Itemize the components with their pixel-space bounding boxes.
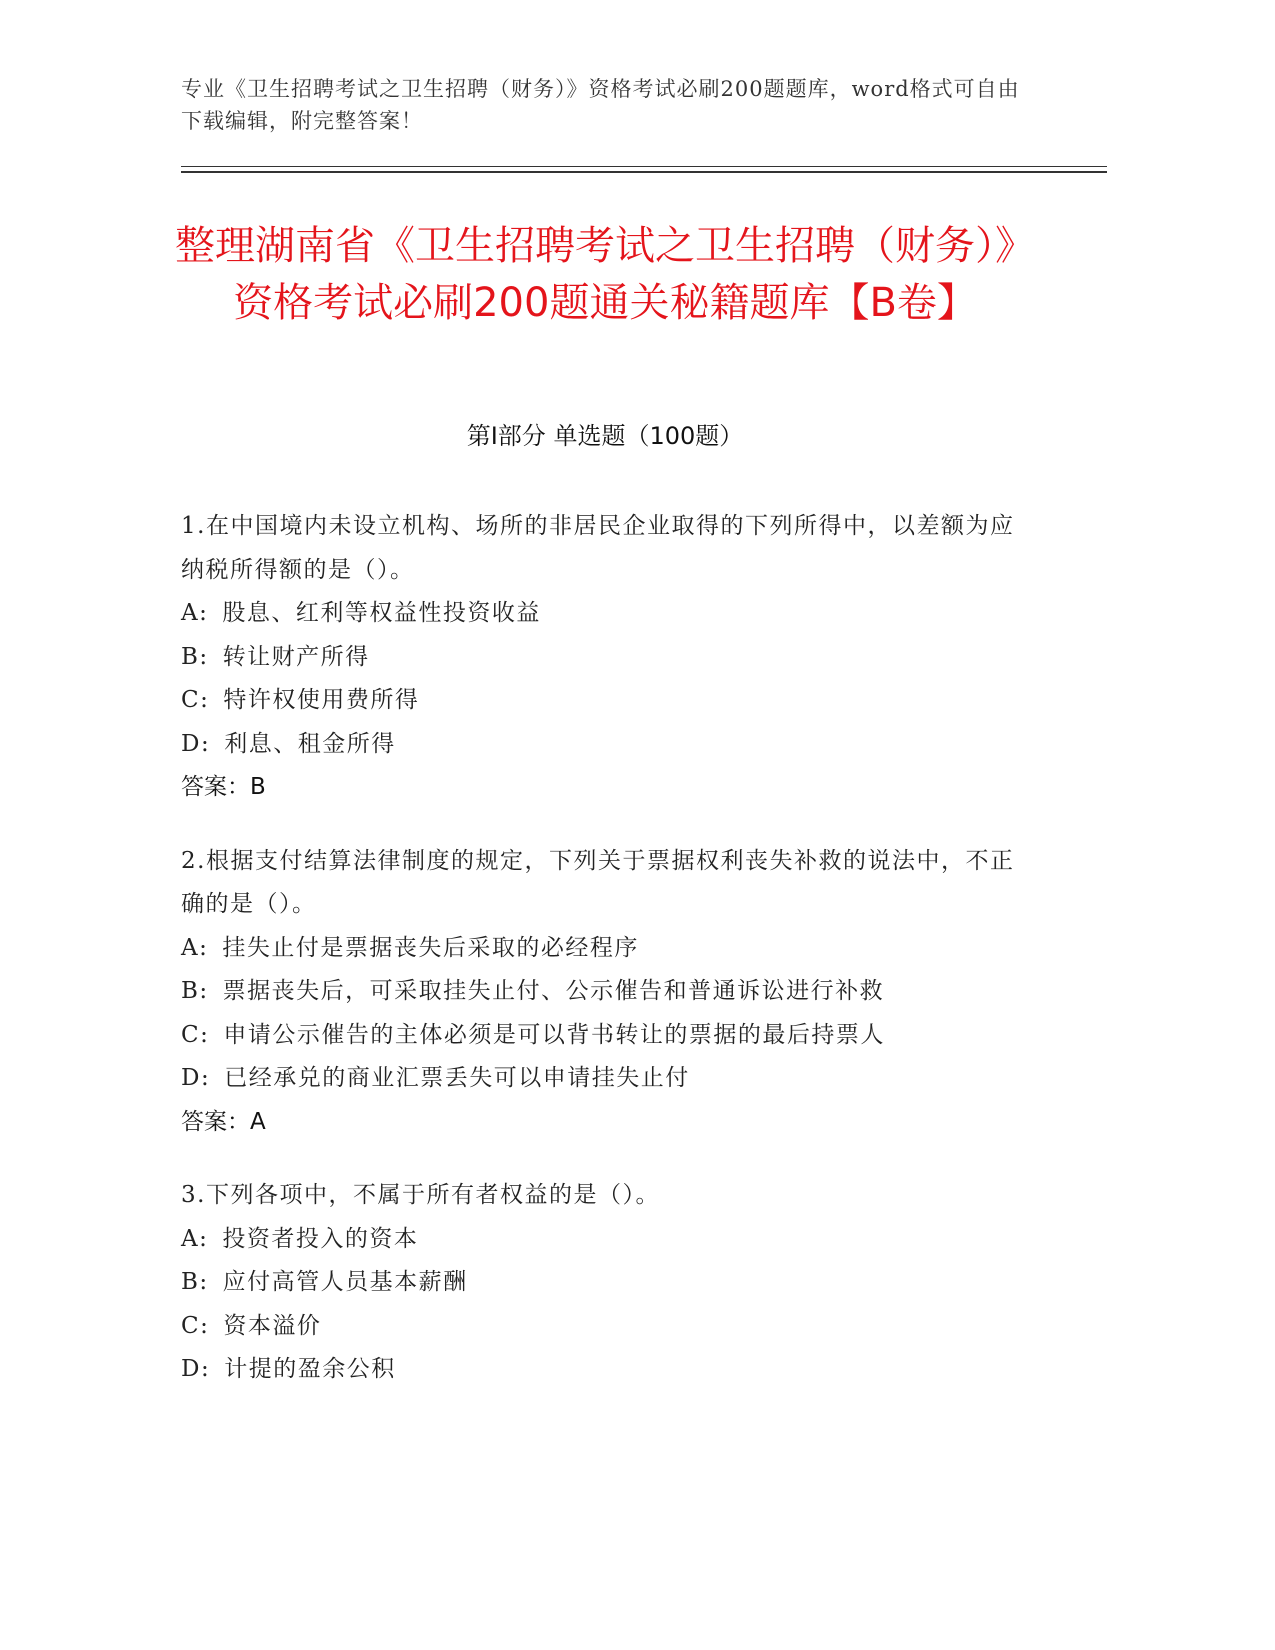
option-d xyxy=(181,723,1031,767)
section-heading: 第I部分 单选题（100题） xyxy=(466,422,744,450)
option-text: 利息、租金所得 xyxy=(224,730,396,757)
option-b xyxy=(181,1261,1031,1305)
option-label: B: xyxy=(181,643,209,670)
option-text: 资本溢价 xyxy=(223,1312,322,1339)
question-item xyxy=(181,505,1031,810)
answer-line: 答案：B xyxy=(181,774,266,800)
option-a xyxy=(181,1218,1031,1262)
option-text: 挂失止付是票据丧失后采取的必经程序 xyxy=(222,934,639,961)
option-label: A: xyxy=(181,934,209,961)
option-text: 计提的盈余公积 xyxy=(224,1356,396,1382)
option-label: C: xyxy=(181,1021,210,1048)
option-b xyxy=(181,970,1031,1014)
option-text: 股息、红利等权益性投资收益 xyxy=(222,600,541,626)
option-text: 转让财产所得 xyxy=(222,643,370,670)
header-divider-thin xyxy=(181,166,1107,167)
option-c xyxy=(181,1305,1031,1349)
question-item xyxy=(181,1174,1031,1392)
question-stem: 1.在中国境内未设立机构、场所的非居民企业取得的下列所得中，以差额为应纳税所得额的是（）。 xyxy=(181,513,1015,583)
header-note: 专业《卫生招聘考试之卫生招聘（财务）》资格考试必刷200题题库，word格式可自由下载编辑，附完整答案！ xyxy=(181,77,1020,133)
option-text: 票据丧失后，可采取挂失止付、公示催告和普通诉讼进行补救 xyxy=(222,978,885,1004)
option-label: C: xyxy=(181,687,210,713)
option-text: 应付高管人员基本薪酬 xyxy=(222,1269,468,1295)
option-text: 投资者投入的资本 xyxy=(222,1225,419,1252)
option-d xyxy=(181,1057,1031,1101)
option-label: D: xyxy=(181,730,211,757)
question-list xyxy=(181,505,1031,1422)
header-divider-thick xyxy=(181,171,1107,173)
option-c xyxy=(181,1014,1031,1058)
option-c xyxy=(181,679,1031,723)
option-b xyxy=(181,636,1031,680)
option-label: A: xyxy=(181,600,209,626)
option-label: B: xyxy=(181,978,209,1004)
answer-line: 答案：A xyxy=(181,1108,266,1135)
document-title: 整理湖南省《卫生招聘考试之卫生招聘（财务）》资格考试必刷200题通关秘籍题库【B卷】 xyxy=(175,223,1035,326)
question-item xyxy=(181,840,1031,1145)
option-a xyxy=(181,592,1031,636)
option-label: B: xyxy=(181,1269,209,1295)
option-label: C: xyxy=(181,1312,210,1339)
option-label: A: xyxy=(181,1225,209,1252)
option-text: 申请公示催告的主体必须是可以背书转让的票据的最后持票人 xyxy=(223,1021,885,1048)
question-stem: 3.下列各项中，不属于所有者权益的是（）。 xyxy=(181,1182,660,1208)
option-text: 特许权使用费所得 xyxy=(223,687,420,713)
option-a xyxy=(181,927,1031,971)
option-text: 已经承兑的商业汇票丢失可以申请挂失止付 xyxy=(224,1065,690,1091)
option-label: D: xyxy=(181,1065,211,1091)
question-stem: 2.根据支付结算法律制度的规定，下列关于票据权利丧失补救的说法中，不正确的是（）。 xyxy=(181,847,1015,917)
option-label: D: xyxy=(181,1356,211,1382)
option-d xyxy=(181,1348,1031,1392)
